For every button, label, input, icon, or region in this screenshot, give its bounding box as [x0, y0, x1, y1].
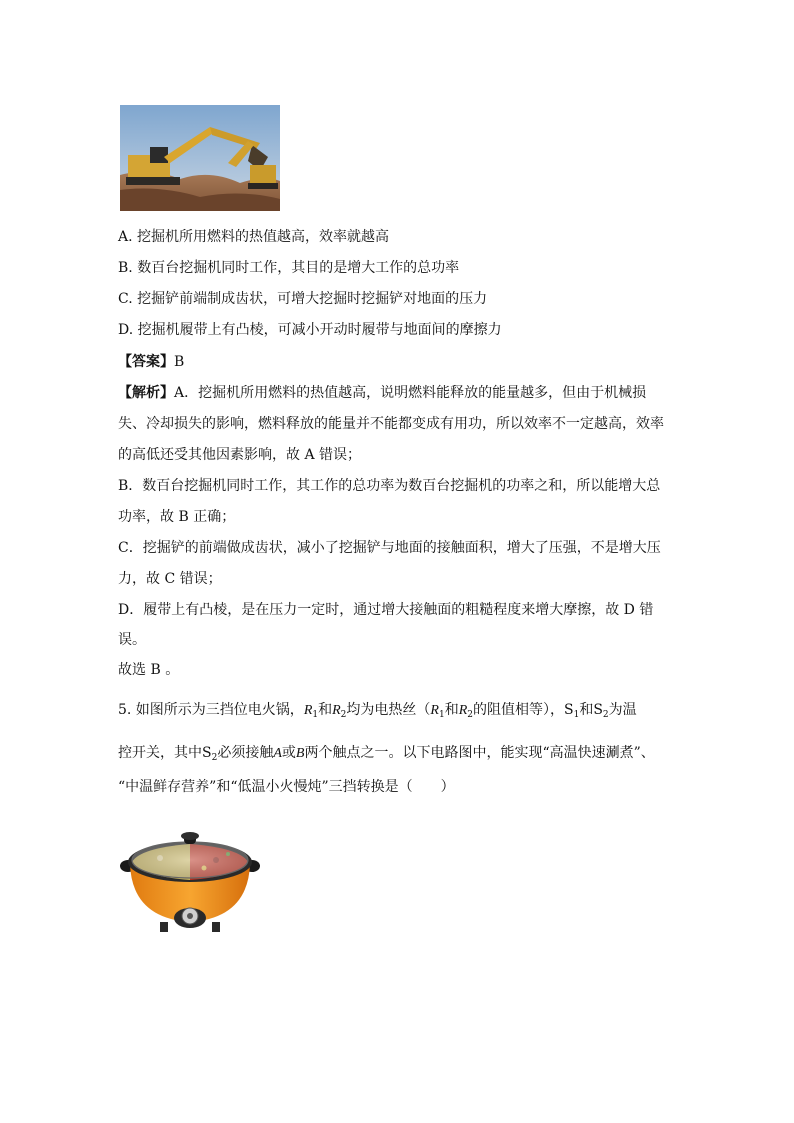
- r1-symbol: R: [430, 703, 439, 718]
- excavator-image: [120, 105, 280, 211]
- r1-subscript: 1: [312, 710, 319, 720]
- analysis-line-4: B．数百台挖掘机同时工作，其工作的总功率为数百台挖掘机的功率之和，所以能增大总: [118, 478, 661, 494]
- analysis-line-6: C．挖掘铲的前端做成齿状，减小了挖掘铲与地面的接触面积，增大了压强，不是增大压: [118, 540, 661, 556]
- r1-subscript: 1: [438, 710, 445, 720]
- analysis-label: 【解析】: [118, 385, 174, 401]
- q5-text: 两个触点之一。以下电路图中，能实现“高温快速涮煮”、: [304, 745, 655, 761]
- q5-text: 的阻值相等），: [473, 702, 564, 718]
- s2-symbol: S: [202, 745, 212, 761]
- contact-b: B: [295, 746, 305, 761]
- s1-symbol: S: [564, 702, 574, 718]
- q5-text: 为温: [608, 702, 637, 718]
- q5-text: 或: [281, 745, 296, 761]
- option-d: D. 挖掘机履带上有凸棱，可减小开动时履带与地面间的摩擦力: [118, 322, 502, 338]
- answer-value: B: [174, 354, 185, 370]
- analysis-line-9: 误。: [118, 632, 146, 648]
- q5-text: 和: [444, 702, 459, 718]
- analysis-line-7: 力，故 C 错误；: [118, 571, 222, 587]
- r1-symbol: R: [303, 703, 313, 718]
- analysis-line-5: 功率，故 B 正确；: [118, 509, 236, 525]
- answer-label: 【答案】: [118, 354, 174, 370]
- analysis-text: A．挖掘机所用燃料的热值越高，说明燃料能释放的能量越多，但由于机械损: [174, 385, 647, 401]
- analysis-line-3: 的高低还受其他因素影响，故 A 错误；: [118, 447, 362, 463]
- r2-subscript: 2: [340, 710, 347, 720]
- analysis-line-1: [118, 383, 646, 403]
- s2-subscript: 2: [602, 710, 609, 720]
- option-a: A. 挖掘机所用燃料的热值越高，效率就越高: [118, 229, 390, 245]
- r2-subscript: 2: [467, 710, 473, 720]
- r2-symbol: R: [332, 703, 341, 718]
- hotpot-image: [120, 826, 260, 938]
- option-b: B. 数百台挖掘机同时工作，其目的是增大工作的总功率: [118, 260, 460, 276]
- q5-text: 均为电热丝（: [346, 702, 431, 718]
- analysis-line-10: 故选 B 。: [118, 662, 180, 678]
- answer-line: [118, 352, 184, 372]
- s2-symbol: S: [593, 702, 603, 718]
- option-c: C. 挖掘铲前端制成齿状，可增大挖掘时挖掘铲对地面的压力: [118, 291, 488, 307]
- r2-symbol: R: [458, 703, 468, 718]
- q5-text: 和: [579, 702, 594, 718]
- analysis-line-2: 失、冷却损失的影响，燃料释放的能量并不能都变成有用功，所以效率不一定越高，效率: [118, 416, 664, 432]
- q5-text: 必须接触: [217, 745, 274, 761]
- contact-a: A: [273, 746, 282, 761]
- q5-text: 和: [318, 702, 333, 718]
- question-5-line-3: “中温鲜存营养”和“低温小火慢炖”三挡转换是（ ）: [118, 779, 455, 795]
- analysis-line-8: D．履带上有凸棱，是在压力一定时，通过增大接触面的粗糙程度来增大摩擦，故 D 错: [118, 602, 654, 618]
- q5-text: 5. 如图所示为三挡位电火锅，: [118, 702, 304, 718]
- s1-subscript: 1: [573, 710, 580, 720]
- question-5-line-1: [118, 700, 637, 725]
- s2-subscript: 2: [211, 753, 218, 763]
- q5-text: 控开关，其中: [118, 745, 202, 761]
- question-5-line-2: [118, 743, 655, 768]
